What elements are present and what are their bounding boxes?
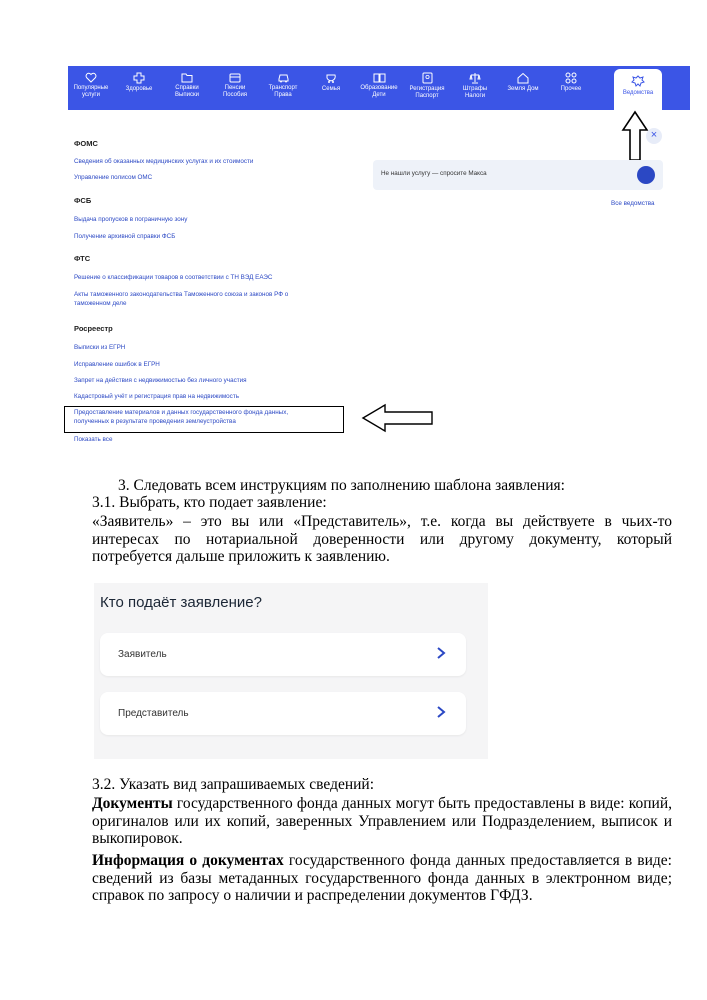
house-icon <box>517 72 529 84</box>
documents-paragraph <box>92 795 672 848</box>
nav-item-certificates[interactable] <box>164 66 210 110</box>
option-label: Представитель <box>118 708 189 719</box>
passport-icon <box>422 72 433 84</box>
link-medical-services[interactable]: Сведения об оказанных медицинских услугах и их стоимости <box>74 158 254 165</box>
stroller-icon <box>325 72 337 84</box>
nav-item-fines[interactable] <box>452 66 498 110</box>
link-border-pass[interactable]: Выдача пропусков в пограничную зону <box>74 216 188 223</box>
chevron-right-icon <box>436 705 446 719</box>
option-applicant[interactable] <box>100 633 466 676</box>
wallet-icon <box>229 72 241 83</box>
link-state-data-fund[interactable]: Предоставление материалов и данных государственного фонда данных, полученных в результате проведения землеустройства <box>74 409 289 425</box>
nav-item-land-house[interactable] <box>500 66 546 110</box>
step-3-2: 3.2. Указать вид запрашиваемых сведений: <box>92 776 375 793</box>
ask-max-text: Не нашли услугу — спросите Макса <box>381 170 487 177</box>
nav-item-label: Транспорт Права <box>268 85 298 98</box>
max-assistant-icon <box>637 166 655 184</box>
applicant-explanation: «Заявитель» – это вы или «Представитель», т.е. когда вы действуете в чьих-то интересах по нотариальной доверенности или другому документу, который потребуется дальше приложить к заявлению. <box>92 513 672 565</box>
car-icon <box>277 72 290 83</box>
nav-item-label: Прочее <box>560 86 582 92</box>
nav-item-label: Справки Выписки <box>175 85 199 98</box>
section-title-fts: ФТС <box>74 254 91 263</box>
step-3-1: 3.1. Выбрать, кто подает заявление: <box>92 494 327 511</box>
arrow-up-annotation <box>621 110 649 162</box>
departments-screenshot <box>68 66 690 446</box>
documents-term: Документы <box>92 795 173 812</box>
applicant-choice-screenshot <box>94 583 488 759</box>
book-icon <box>373 72 386 83</box>
grid-icon <box>565 72 577 84</box>
ask-max-box[interactable] <box>373 160 663 190</box>
link-oms-policy[interactable]: Управление полисом ОМС <box>74 174 153 181</box>
documents-description: государственного фонда данных могут быть предоставлены в виде: копий, оригиналов или их копий, заверенных Управлением или Подразделением, выписок и выкопировок. <box>92 795 672 847</box>
category-navbar <box>68 66 690 110</box>
nav-item-popular[interactable] <box>68 66 114 110</box>
close-button[interactable] <box>646 128 662 144</box>
nav-item-transport[interactable] <box>260 66 306 110</box>
highlight-box <box>64 406 344 433</box>
section-title-fsb: ФСБ <box>74 196 92 205</box>
link-property-ban[interactable]: Запрет на действия с недвижимостью без личного участия <box>74 377 247 384</box>
nav-item-label: Земля Дом <box>507 86 539 92</box>
arrow-left-annotation <box>361 403 435 433</box>
close-icon: × <box>650 129 658 141</box>
link-cadastral-registration[interactable]: Кадастровый учёт и регистрация прав на недвижимость <box>74 393 239 400</box>
nav-item-label: Здоровье <box>125 86 153 92</box>
nav-item-education[interactable] <box>356 66 402 110</box>
nav-item-health[interactable] <box>116 66 162 110</box>
medical-cross-icon <box>133 72 145 84</box>
nav-item-pensions[interactable] <box>212 66 258 110</box>
nav-item-label: Пенсии Пособия <box>222 85 248 98</box>
heart-icon <box>85 72 97 83</box>
all-departments-link[interactable]: Все ведомства <box>611 200 655 207</box>
nav-item-label: Ведомства <box>622 90 654 96</box>
nav-item-other[interactable] <box>548 66 594 110</box>
chevron-right-icon <box>436 646 446 660</box>
option-label: Заявитель <box>118 649 167 660</box>
nav-item-departments[interactable] <box>614 69 662 113</box>
info-term: Информация о документах <box>92 852 284 869</box>
nav-item-registration[interactable] <box>404 66 450 110</box>
form-question-title: Кто подаёт заявление? <box>100 594 262 611</box>
info-paragraph <box>92 852 672 905</box>
show-all-link[interactable]: Показать все <box>74 436 113 443</box>
nav-item-family[interactable] <box>308 66 354 110</box>
nav-item-label: Регистрация Паспорт <box>409 86 445 99</box>
link-fsb-archive[interactable]: Получение архивной справки ФСБ <box>74 233 176 240</box>
link-goods-classification[interactable]: Решение о классификации товаров в соответствии с ТН ВЭД ЕАЭС <box>74 274 273 281</box>
nav-item-label: Образование Дети <box>360 85 398 98</box>
nav-item-label: Семья <box>321 86 341 92</box>
option-representative[interactable] <box>100 692 466 735</box>
link-egrn-extracts[interactable]: Выписки из ЕГРН <box>74 344 126 351</box>
folder-icon <box>181 72 193 83</box>
scales-icon <box>469 72 481 84</box>
link-customs-acts[interactable]: Акты таможенного законодательства Таможенного союза и законов РФ о таможенном деле <box>74 291 289 307</box>
link-egrn-corrections[interactable]: Исправление ошибок в ЕГРН <box>74 361 160 368</box>
emblem-icon <box>631 75 645 88</box>
nav-item-label: Штрафы Налоги <box>462 86 488 99</box>
nav-item-label: Популярные услуги <box>73 85 109 98</box>
section-title-rosreestr: Росреестр <box>74 324 113 333</box>
section-title-foms: ФОМС <box>74 139 98 148</box>
info-description: государственного фонда данных предоставляется в виде: сведений из базы метаданных государственного фонда данных в электронном виде; справок по запросу о наличии и распределении документов ГФДЗ. <box>92 852 672 904</box>
step-3: 3. Следовать всем инструкциям по заполнению шаблона заявления: <box>118 477 565 494</box>
